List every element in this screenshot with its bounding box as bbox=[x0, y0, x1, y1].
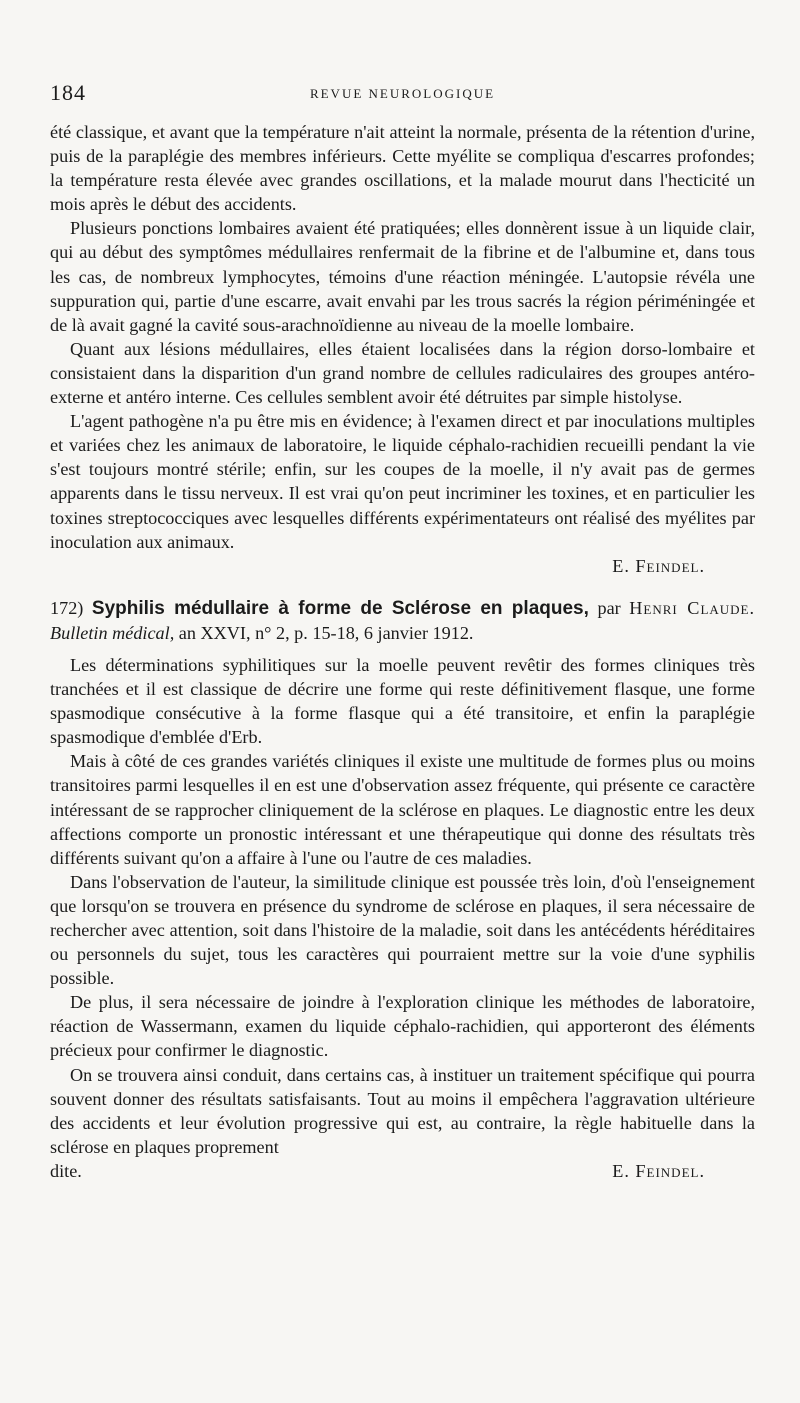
paragraph-end: dite. bbox=[50, 1160, 82, 1181]
article-number: 172) bbox=[50, 597, 84, 618]
paragraph: Dans l'observation de l'auteur, la similitude clinique est poussée très loin, d'où l'enseignement que lorsqu'on se trouvera en présence du syndrome de sclérose en plaques, il sera nécessaire de rechercher avec attention, soit dans l'histoire de la maladie, soit dans les antécédents héréditaires ou personnels du sujet, tous les caractères qui pourraient mettre sur la voie d'une syphilis possible. bbox=[50, 871, 755, 989]
article-by: par bbox=[597, 597, 621, 618]
paragraph: été classique, et avant que la température n'ait atteint la normale, présenta de la rétention d'urine, puis de la paraplégie des membres inférieurs. Cette myélite se compliqua d'escarres profondes; la température resta élevée avec grandes oscillations, et la malade mourut dans l'hecticité un mois après le début des accidents. bbox=[50, 122, 755, 215]
running-title: REVUE NEUROLOGIQUE bbox=[309, 86, 496, 101]
page-number: 184 bbox=[50, 80, 86, 105]
paragraph: De plus, il sera nécessaire de joindre à l'exploration clinique les méthodes de laboratoire, réaction de Wassermann, examen du liquide céphalo-rachidien, qui apporteront des éléments précieux pour confirmer le diagnostic. bbox=[50, 992, 755, 1061]
final-line bbox=[50, 1159, 755, 1183]
signature: E. Feindel. bbox=[612, 555, 705, 576]
body-text bbox=[50, 120, 755, 1183]
article-journal: Bulletin médical, bbox=[50, 622, 175, 643]
paragraph: Mais à côté de ces grandes variétés cliniques il existe une multitude de formes plus ou moins transitoires parmi lesquelles il en est une d'observation assez fréquente, qui présente ce caractère intéressant de se rapprocher cliniquement de la sclérose en plaques. Le diagnostic entre les deux affections comporte un pronostic intéressant et une thérapeutique qui donne des résultats très différents suivant qu'on a affaire à l'une ou l'autre de ces maladies. bbox=[50, 751, 755, 868]
paragraph: Les déterminations syphilitiques sur la moelle peuvent revêtir des formes cliniques très tranchées et il est classique de décrire une forme qui reste définitivement flasque, une forme spasmodique consécutive à la forme flasque qui a été transitoire, et enfin la paraplégie spasmodique d'emblée d'Erb. bbox=[50, 654, 755, 748]
paragraph: L'agent pathogène n'a pu être mis en évidence; à l'examen direct et par inoculations multiples et variées chez les animaux de laboratoire, le liquide céphalo-rachidien recueilli pendant la vie s'est toujours montré stérile; enfin, sur les coupes de la moelle, il n'y avait pas de germes apparents dans le tissu nerveux. Il est vrai qu'on peut incriminer les toxines, et en particulier les toxines streptococciques avec lesquelles différents expérimentateurs ont réalisé des myélites par inoculation aux animaux. bbox=[50, 411, 755, 552]
paragraph: Plusieurs ponctions lombaires avaient été pratiquées; elles donnèrent issue à un liquide clair, qui au début des symptômes médullaires renfermait de la fibrine et de l'albumine et, dans tous les cas, de nombreux lymphocytes, témoins d'une réaction méningée. L'autopsie révéla une suppuration qui, partie d'une escarre, avait envahi par les trous sacrés la région périméningée et de là avait gagné la cavité sous-arachnoïdienne au niveau de la moelle lombaire. bbox=[50, 218, 755, 335]
article-citation: an XXVI, n° 2, p. 15-18, 6 janvier 1912. bbox=[178, 622, 474, 643]
signature: E. Feindel. bbox=[612, 1160, 705, 1181]
article-author: Henri Claude. bbox=[629, 597, 756, 618]
paragraph: Quant aux lésions médullaires, elles étaient localisées dans la région dorso-lombaire et consistaient dans la disparition d'un grand nombre de cellules radiculaires des groupes antéro-externe et antéro interne. Ces cellules semblent avoir été détruites par simple histolyse. bbox=[50, 338, 755, 408]
paragraph: On se trouvera ainsi conduit, dans certains cas, à instituer un traitement spécifique qui pourra souvent donner des résultats satisfaisants. Tout au moins il empêchera l'aggravation ultérieure des accidents et leur évolution progressive qui est, au contraire, la règle habituelle dans la sclérose en plaques proprement bbox=[50, 1064, 755, 1157]
page-header bbox=[50, 80, 755, 110]
article-title: Syphilis médullaire à forme de Sclérose en plaques, bbox=[91, 597, 589, 619]
article-heading bbox=[50, 596, 755, 645]
